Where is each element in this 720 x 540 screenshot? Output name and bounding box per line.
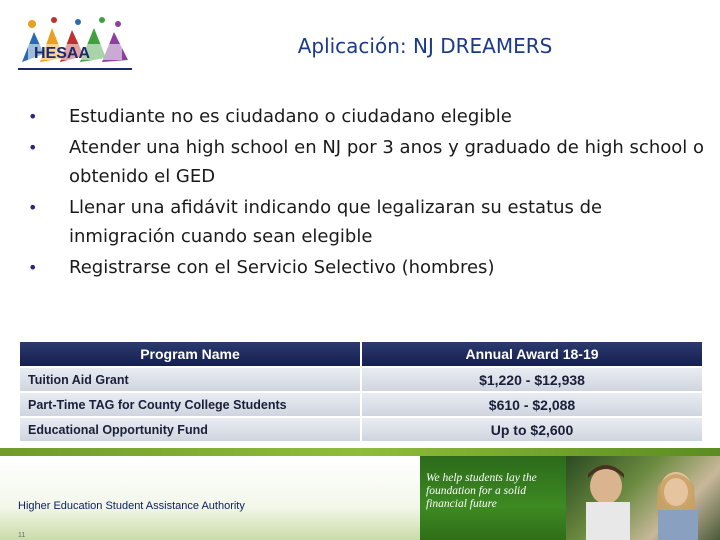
list-item: • Llenar una afidávit indicando que legalizaran su estatus de inmigración cuando sean elegible	[28, 193, 708, 251]
svg-text:HESAA: HESAA	[34, 45, 91, 62]
page-number: 11	[18, 532, 26, 539]
bullet-icon: •	[28, 258, 38, 277]
table-row	[20, 418, 702, 441]
list-item: • Estudiante no es ciudadano o ciudadano elegible	[28, 102, 708, 131]
students-photo	[566, 456, 720, 540]
list-item: • Registrarse con el Servicio Selectivo (hombres)	[28, 253, 708, 282]
slide-title: Aplicación: NJ DREAMERS	[297, 34, 553, 58]
table-row	[20, 368, 702, 391]
bullet-list	[28, 102, 708, 284]
program-name: Part-Time TAG for County College Students	[20, 393, 360, 416]
hesaa-logo	[14, 14, 136, 76]
footer-left	[0, 456, 420, 540]
table-header-row	[20, 342, 702, 366]
bullet-icon: •	[28, 138, 38, 157]
agency-name: Higher Education Student Assistance Authority	[18, 500, 245, 512]
list-item: • Atender una high school en NJ por 3 anos y graduado de high school o obtenido el GED	[28, 133, 708, 191]
tagline: We help students lay the foundation for a solid financial future	[426, 472, 537, 510]
award-amount: Up to $2,600	[362, 418, 702, 441]
program-name: Tuition Aid Grant	[20, 368, 360, 391]
award-amount: $1,220 - $12,938	[362, 368, 702, 391]
footer-stripe	[0, 448, 720, 456]
program-name: Educational Opportunity Fund	[20, 418, 360, 441]
footer-banner	[0, 448, 720, 540]
bullet-icon: •	[28, 107, 38, 126]
bullet-icon: •	[28, 198, 38, 217]
footer-tagline-panel	[420, 456, 566, 540]
students-photo-icon	[566, 456, 720, 540]
hesaa-logo-icon	[14, 14, 136, 76]
table-row	[20, 393, 702, 416]
column-header-program: Program Name	[20, 342, 360, 366]
award-amount: $610 - $2,088	[362, 393, 702, 416]
column-header-award: Annual Award 18-19	[362, 342, 702, 366]
award-table	[18, 340, 704, 442]
